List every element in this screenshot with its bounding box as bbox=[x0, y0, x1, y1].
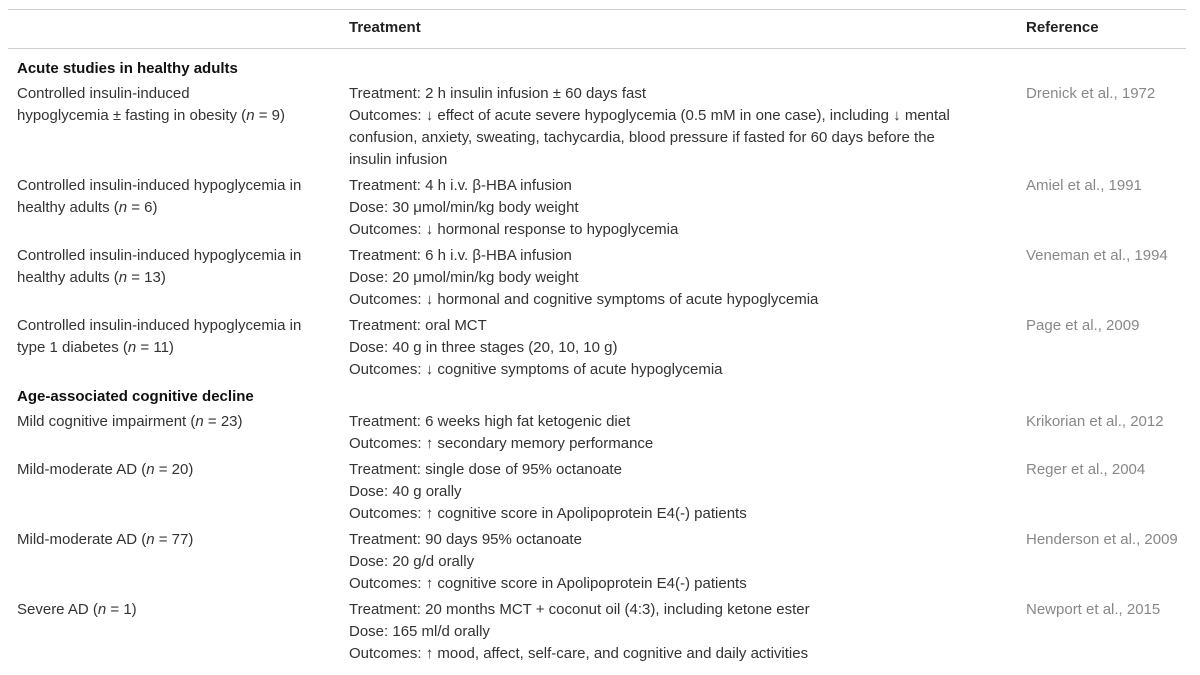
treatment-line: Outcomes: ↓ hormonal and cognitive symptoms of acute hypoglycemia bbox=[349, 291, 819, 308]
condition-cell bbox=[17, 315, 337, 359]
treatment-cell bbox=[349, 529, 989, 595]
condition-line: healthy adults (n = 13) bbox=[17, 269, 166, 286]
treatment-line: Dose: 20 μmol/min/kg body weight bbox=[349, 269, 579, 286]
reference-cell: Newport et al., 2015 bbox=[1026, 601, 1161, 618]
treatment-line: Outcomes: ↓ cognitive symptoms of acute hypoglycemia bbox=[349, 361, 723, 378]
condition-cell bbox=[17, 529, 337, 551]
treatment-line: Outcomes: ↓ effect of acute severe hypoglycemia (0.5 mM in one case), including ↓ mental bbox=[349, 107, 950, 124]
table-top-rule bbox=[8, 9, 1186, 10]
condition-cell bbox=[17, 245, 337, 289]
treatment-line: Treatment: 6 h i.v. β-HBA infusion bbox=[349, 247, 572, 264]
reference-cell: Krikorian et al., 2012 bbox=[1026, 413, 1164, 430]
treatment-line: Dose: 20 g/d orally bbox=[349, 553, 475, 570]
treatment-line: Dose: 40 g in three stages (20, 10, 10 g) bbox=[349, 339, 618, 356]
reference-cell: Reger et al., 2004 bbox=[1026, 461, 1146, 478]
treatment-line: Outcomes: ↑ secondary memory performance bbox=[349, 435, 654, 452]
treatment-line: Dose: 165 ml/d orally bbox=[349, 623, 490, 640]
treatment-line: Outcomes: ↑ cognitive score in Apolipoprotein E4(-) patients bbox=[349, 505, 747, 522]
condition-line: Controlled insulin-induced hypoglycemia in bbox=[17, 247, 302, 264]
header-reference: Reference bbox=[1026, 19, 1099, 36]
reference-cell: Henderson et al., 2009 bbox=[1026, 531, 1178, 548]
treatment-line: Treatment: 6 weeks high fat ketogenic diet bbox=[349, 413, 631, 430]
condition-line: Mild-moderate AD (n = 77) bbox=[17, 531, 194, 548]
reference-cell: Drenick et al., 1972 bbox=[1026, 85, 1156, 102]
condition-cell bbox=[17, 175, 337, 219]
condition-line: type 1 diabetes (n = 11) bbox=[17, 339, 174, 356]
condition-cell bbox=[17, 599, 337, 621]
treatment-cell bbox=[349, 245, 989, 311]
treatment-line: insulin infusion bbox=[349, 151, 448, 168]
treatment-line: Treatment: single dose of 95% octanoate bbox=[349, 461, 622, 478]
treatment-line: Treatment: 20 months MCT + coconut oil (4:3), including ketone ester bbox=[349, 601, 810, 618]
treatment-line: Outcomes: ↑ cognitive score in Apolipoprotein E4(-) patients bbox=[349, 575, 747, 592]
reference-cell: Veneman et al., 1994 bbox=[1026, 247, 1168, 264]
condition-line: Mild cognitive impairment (n = 23) bbox=[17, 413, 243, 430]
treatment-line: Treatment: 4 h i.v. β-HBA infusion bbox=[349, 177, 572, 194]
table-header-rule bbox=[8, 48, 1186, 49]
treatment-line: Treatment: 90 days 95% octanoate bbox=[349, 531, 582, 548]
treatment-cell bbox=[349, 599, 989, 665]
condition-line: Mild-moderate AD (n = 20) bbox=[17, 461, 194, 478]
condition-line: Severe AD (n = 1) bbox=[17, 601, 137, 618]
treatment-line: Treatment: 2 h insulin infusion ± 60 days fast bbox=[349, 85, 646, 102]
treatment-line: Outcomes: ↓ hormonal response to hypoglycemia bbox=[349, 221, 679, 238]
header-treatment: Treatment bbox=[349, 19, 421, 36]
reference-cell: Amiel et al., 1991 bbox=[1026, 177, 1142, 194]
treatment-line: Treatment: oral MCT bbox=[349, 317, 487, 334]
treatment-line: Dose: 30 μmol/min/kg body weight bbox=[349, 199, 579, 216]
treatment-cell bbox=[349, 411, 989, 455]
condition-line: Controlled insulin-induced bbox=[17, 85, 190, 102]
treatment-cell bbox=[349, 83, 989, 171]
section-title-age: Age-associated cognitive decline bbox=[17, 388, 254, 405]
condition-cell bbox=[17, 459, 337, 481]
section-title-acute: Acute studies in healthy adults bbox=[17, 60, 238, 77]
condition-cell bbox=[17, 83, 337, 127]
reference-cell: Page et al., 2009 bbox=[1026, 317, 1140, 334]
condition-line: hypoglycemia ± fasting in obesity (n = 9) bbox=[17, 107, 285, 124]
condition-line: Controlled insulin-induced hypoglycemia in bbox=[17, 317, 302, 334]
treatment-cell bbox=[349, 459, 989, 525]
treatment-line: confusion, anxiety, sweating, tachycardia, blood pressure if fasted for 60 days before the bbox=[349, 129, 935, 146]
condition-line: Controlled insulin-induced hypoglycemia in bbox=[17, 177, 302, 194]
condition-cell bbox=[17, 411, 337, 433]
treatment-line: Outcomes: ↑ mood, affect, self-care, and cognitive and daily activities bbox=[349, 645, 809, 662]
treatment-cell bbox=[349, 315, 989, 381]
treatment-cell bbox=[349, 175, 989, 241]
treatment-line: Dose: 40 g orally bbox=[349, 483, 462, 500]
condition-line: healthy adults (n = 6) bbox=[17, 199, 158, 216]
